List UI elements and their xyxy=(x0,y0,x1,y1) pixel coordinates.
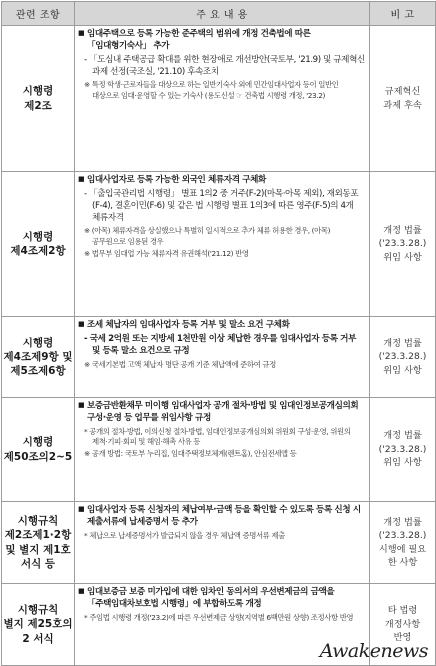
remarks-line: 과제 후속 xyxy=(383,99,422,111)
remarks-cell xyxy=(370,172,436,317)
table-row xyxy=(2,317,436,398)
header-article: 관련 조항 xyxy=(2,2,75,26)
article-line: 시행규칙 xyxy=(17,515,59,528)
remarks-cell xyxy=(370,26,436,172)
content-detail: - 「출입국관리법 시행령」 별표 1의2 중 거주(F-2)(마목·아목 제외), 재외동포(F-4), 결혼이민(F-6) 및 같은 법 시행령 별표 1의3에 따른 영주(F-5)의 4개 체류자격 xyxy=(84,188,359,223)
content-heading: ■ 임대주택으로 등록 가능한 준주택의 범위에 개정 건축법에 따른 「임대형기숙사」 추가 xyxy=(78,29,311,51)
remarks-line: 시행에 필요 xyxy=(378,543,427,555)
remarks-line: 개정 법률 xyxy=(383,516,422,528)
content-heading: ■ 임대사업자 등록 신청자의 체납여부·금액 등을 확인할 수 있도록 등록 신청 시 제출서류에 납세증명서 등 추가 xyxy=(78,505,361,527)
square-bullet-icon: ■ xyxy=(78,320,85,328)
remarks-cell xyxy=(370,502,436,584)
content-cell xyxy=(75,317,370,398)
content-cell xyxy=(75,172,370,317)
remarks-line: 위임 사항 xyxy=(383,457,422,469)
article-line: 시행규칙 xyxy=(17,604,59,617)
content-heading: ■ 임대사업자로 등록 가능한 외국인 체류자격 구체화 xyxy=(78,175,266,185)
table-row xyxy=(2,172,436,317)
table-row xyxy=(2,398,436,502)
content-footnote: * 주임법 시행령 개정('23.2)에 따른 우선변제금 상향(지역별 6백만원 상향) 조정사항 반영 xyxy=(84,612,354,622)
header-content: 주 요 내 용 xyxy=(75,2,370,26)
table-header-row xyxy=(2,2,436,26)
article-cell xyxy=(2,172,75,317)
content-footnote: ※ (아목) 체류자격을 상실했으나 특별히 일시적으로 추가 체류 허용한 경우, (아목) 공무원으로 임용된 경우 xyxy=(84,226,331,246)
header-remarks: 비 고 xyxy=(370,2,436,26)
article-cell xyxy=(2,317,75,398)
article-line: 제2조제1·2항 xyxy=(4,529,72,542)
square-bullet-icon: ■ xyxy=(78,29,85,37)
content-cell xyxy=(75,398,370,502)
remarks-line: ('23.3.28.) xyxy=(378,238,427,250)
remarks-line: 반영 xyxy=(393,632,412,644)
remarks-line: ('23.3.28.) xyxy=(378,530,427,542)
content-detail: - 국세 2억원 또는 지방세 1천만원 이상 체납한 경우를 임대사업자 등록 거부 및 등록 말소 요건으로 규정 xyxy=(84,333,356,356)
policy-table xyxy=(1,1,436,666)
table-row xyxy=(2,26,436,172)
content-footnote: ※ 법무부 임대업 가능 체류자격 유권해석('21.12) 반영 xyxy=(84,249,249,259)
remarks-line: 개정 법률 xyxy=(383,430,422,442)
watermark-logo: Awakenews xyxy=(319,640,428,662)
square-bullet-icon: ■ xyxy=(78,175,85,183)
article-cell xyxy=(2,584,75,666)
article-line: 시행령 xyxy=(22,85,54,98)
content-heading: ■ 조세 체납자의 임대사업자 등록 거부 및 말소 요건 구체화 xyxy=(78,320,290,330)
article-line: 제4조제2항 xyxy=(10,245,66,257)
content-footnote: * 체납으로 납세증명서가 발급되지 않을 경우 체납액 증명서류 제출 xyxy=(84,530,285,540)
article-line: 별지 제25호의 xyxy=(3,618,73,631)
content-heading: ■ 임대보증금 보증 미가입에 대한 임차인 동의서의 우선변제금의 금액을 「주택임대차보호법 시행령」에 부합하도록 개정 xyxy=(78,587,335,609)
content-footnote: ※ 국세기본법 고액 체납자 명단 공개 기준 체납액에 준하여 규정 xyxy=(84,359,276,369)
remarks-cell xyxy=(370,398,436,502)
content-footnote: ※ 공개 방법: 국토부 누리집, 임대주택정보체계(렌트홈), 안심전세앱 등 xyxy=(84,449,297,459)
square-bullet-icon: ■ xyxy=(78,587,85,595)
remarks-line: 개정 법률 xyxy=(383,224,422,236)
article-line: 제5조제6항 xyxy=(10,365,66,378)
article-line: 및 별지 제1호 xyxy=(5,543,71,556)
square-bullet-icon: ■ xyxy=(78,505,85,513)
article-cell xyxy=(2,26,75,172)
remarks-cell xyxy=(370,317,436,398)
remarks-line: 개정 법률 xyxy=(383,337,422,349)
remarks-line: 개정사항 xyxy=(384,618,421,630)
remarks-line: 한 사항 xyxy=(387,556,418,568)
article-line: 서식 등 xyxy=(20,557,56,570)
square-bullet-icon: ■ xyxy=(78,401,85,409)
remarks-line: ('23.3.28.) xyxy=(378,443,427,455)
content-heading: ■ 보증금반환채무 미이행 임대사업자 공개 절차·방법 및 임대인정보공개심의회 구성·운영 등 업무를 위임사항 규정 xyxy=(78,401,359,423)
remarks-line: ('23.3.28.) xyxy=(378,351,427,363)
remarks-line: 타 법령 xyxy=(387,605,418,617)
table-row xyxy=(2,502,436,584)
remarks-line: 위임 사항 xyxy=(383,251,422,263)
content-cell xyxy=(75,502,370,584)
article-line: 2 서식 xyxy=(22,632,54,645)
remarks-line: 위임 사항 xyxy=(383,364,422,376)
article-line: 시행령 xyxy=(22,230,54,243)
content-footnote: * 공개의 절차·방법, 이의신청 절차·방법, 임대인정보공개심의회 위원회 구성·운영, 위원의 제척·기피·회피 및 해임·해촉 사유 등 xyxy=(84,426,351,447)
content-footnote: ※ 특정 학생·근로자들을 대상으로 하는 일반기숙사 외에 민간임대사업자 등이 일반인 대상으로 임대·운영할 수 있는 기숙사 (용도신설 ☞ 건축법 시행령 개정, '23.2) xyxy=(84,80,339,100)
remarks-line: 규제혁신 xyxy=(384,86,421,98)
content-detail: - 「도심내 주택공급 확대를 위한 현장애로 개선방안(국토부, '21.9) 및 규제혁신 과제 선정(국조실, '21.10) 후속조치 xyxy=(84,54,365,77)
article-line: 시행령 xyxy=(22,336,54,349)
article-line: 제2조 xyxy=(24,99,52,112)
content-cell xyxy=(75,26,370,172)
article-line: 제50조의2~5 xyxy=(3,450,73,463)
article-cell xyxy=(2,398,75,502)
article-line: 시행령 xyxy=(22,436,54,449)
article-cell xyxy=(2,502,75,584)
article-line: 제4조제9항 및 xyxy=(3,350,73,363)
